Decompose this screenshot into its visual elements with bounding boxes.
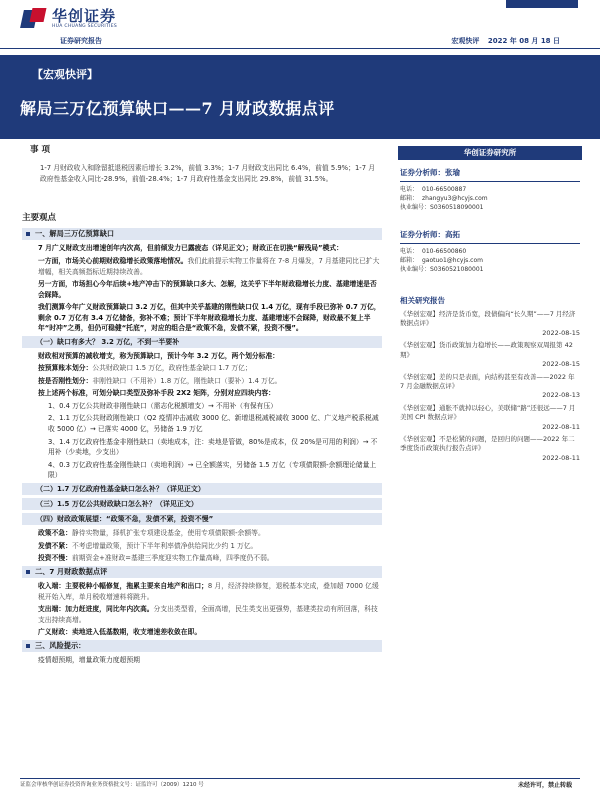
analyst-phone: 电话： 010-66500860	[400, 247, 467, 255]
list-item: 4、0.3 万亿政府性基金刚性缺口（卖地利润）→ 已全额落实，另储备 1.5 万亿（专项债限额-余额理论储量上限）	[48, 460, 377, 480]
section-3-heading: 三、风险提示：	[22, 640, 382, 652]
header-divider	[0, 48, 600, 49]
paragraph: 政策不急：静待实物量，择机扩张专项建设基金，使用专项债限额-余额等。	[38, 529, 265, 538]
paragraph: 财政相对预算的减收增支，称为预算缺口，预计今年 3.2 万亿，两个划分标准：	[38, 351, 280, 360]
related-report-date: 2022-08-11	[542, 453, 580, 462]
list-item: 1、0.4 万亿公共财政非刚性缺口（需志化税额增支）→ 不用补（有保有压）	[48, 401, 278, 410]
report-title: 解局三万亿预算缺口——7 月财政数据点评	[20, 99, 335, 118]
title-banner	[0, 55, 600, 139]
list-item: 2、1.1 万亿公共财政刚性缺口（Q2 疫情冲击减收 3000 亿、新增退税减税减收 3000 亿、广义地产税系税减收 5000 亿）→ 已落实 4000 亿，另储备 1.9 万亿	[48, 414, 379, 434]
subsection-1b-heading: （二）1.7 万亿政府性基金缺口怎么补？（详见正文）	[22, 483, 382, 495]
bullet-icon	[26, 232, 30, 236]
paragraph: 投资不慢：前期资金+准财政=基建三季度迎实物工作量高峰，四季度仍不弱。	[38, 554, 274, 563]
footer-divider	[20, 778, 580, 779]
paragraph: 支出端：加力赶进度，同比年内次高。分支出类型看，全面高增，民生类支出更强势，基建类拉动有所回落，科技支出持续高增。	[38, 605, 378, 624]
subsection-1c-heading: （三）1.5 万亿公共财政缺口怎么补？（详见正文）	[22, 498, 382, 510]
analyst-divider	[400, 243, 580, 244]
analyst-card-2	[400, 230, 580, 275]
analyst-name: 证券分析师：高拓	[400, 230, 460, 239]
paragraph: 广义财政：卖地进入低基数期，收支增速差收敛在即。	[38, 628, 202, 637]
related-reports-list	[400, 310, 580, 466]
main-points-body	[22, 228, 382, 668]
banner-tag: 【宏观快评】	[32, 68, 98, 81]
paragraph: 我们测算今年广义财政预算缺口 3.2 万亿，但其中关乎基建的刚性缺口仅 1.4 万亿，现有手段已弥补 0.7 万亿，剩余 0.7 万亿有 3.4 万亿储备，弥补不难；预计下半年财政稳增长力度、基建增速不会踩降，财政最不复上半年“时冲”之勇，但仍可稳健“托底”，对应的组合是“政策不急，发债不紧，投资不慢”。	[38, 303, 381, 333]
event-heading: 事 项	[30, 145, 50, 155]
related-report-date: 2022-08-15	[542, 328, 580, 337]
paragraph: 疫情超预期，增量政策力度超预期	[38, 656, 140, 665]
paragraph: 按预算账本划分：公共财政缺口 1.5 万亿，政府性基金缺口 1.7 万亿；	[38, 364, 252, 373]
section-1-heading: 一、解局三万亿预算缺口	[22, 228, 382, 240]
analyst-cert: 执业编号：S0360521080001	[400, 266, 484, 274]
logo-mark-icon	[22, 8, 46, 30]
event-text: 1-7 月财政收入和除留抵退税因素后增长 3.2%，前值 3.3%；1-7 月财政支出同比 6.4%，前值 5.9%；1-7 月政府性基金收入同比-28.9%，前值-28.4%；1-7 月政府性基金支出同比 29.8%，前值 31.5%。	[40, 164, 375, 183]
paragraph: 按是否刚性划分：非刚性缺口（不用补）1.8 万亿，刚性缺口（要补）1.4 万亿。	[38, 376, 282, 385]
list-item: 3、1.4 万亿政府性基金非刚性缺口（卖地成本，注：卖地是管做，80%是成本，仅 20%是可用的利润）→ 不用补（少卖地，少支出）	[48, 437, 378, 457]
related-reports-heading: 相关研究报告	[400, 296, 445, 305]
footer-license: 证监会审核华创证券投资咨询业务资格批文号：证监许可（2009）1210 号	[20, 782, 204, 788]
footer-notice: 未经许可，禁止转载	[517, 782, 572, 789]
report-category: 宏观快评	[451, 37, 480, 45]
bullet-icon	[26, 644, 30, 648]
main-points-heading: 主要观点	[22, 213, 57, 223]
logo-name-en: HUA CHUANG SECURITIES	[52, 23, 118, 29]
analyst-email: 邮箱： zhangyu3@hcyjs.com	[400, 195, 488, 203]
related-report-date: 2022-08-13	[542, 391, 580, 400]
subsection-1a-heading: （一）缺口有多大？ 3.2 万亿，不到一半要补	[22, 336, 382, 348]
analyst-name: 证券分析师：张瑜	[400, 168, 460, 177]
related-report-link[interactable]: 《华创宏观】通胀不就掉以轻心，美联储“路”还很远——7 月美国 CPI 数据点评》	[400, 403, 576, 422]
analyst-divider	[400, 181, 580, 182]
subsection-1d-heading: （四）财政政策展望：“政策不急，发债不紧，投资不慢”	[22, 513, 382, 525]
paragraph: 7 月广义财政支出增速创年内次高，但前倾发力已露疲态（详见正文）；财政正在切换“解残局”模式：	[38, 244, 343, 253]
analyst-phone: 电话： 010-66500887	[400, 185, 467, 193]
related-report-link[interactable]: 《华创宏观】差的只是表面，向结构甚至有改善——2022 年 7 月金融数据点评》	[400, 372, 575, 390]
related-report-link[interactable]: 《华创宏观】不是松紧的问题，是回归的问题——2022 年二季度货币政策执行报告点评》	[400, 435, 575, 453]
analyst-cert: 执业编号：S0360518090001	[400, 204, 484, 212]
related-report-date: 2022-08-15	[542, 360, 580, 369]
paragraph: 另一方面，市场担心今年后续+地产冲击下的预算缺口多大、怎解，这关乎下半年财政稳增长力度、基建增速是否会踩降。	[38, 280, 377, 299]
analyst-email: 邮箱： gaotuo1@hcyjs.com	[400, 257, 483, 265]
company-logo	[22, 6, 162, 32]
header-meta	[445, 36, 560, 46]
related-report-link[interactable]: 《华创宏观】经济是货币宽，段债偏向“长久期”——7 月经济数据点评》	[400, 310, 576, 328]
logo-name-cn: 华创证券	[52, 6, 117, 25]
report-date: 2022 年 08 月 18 日	[487, 37, 560, 45]
report-type: 证券研究报告	[60, 37, 102, 45]
bullet-icon	[26, 570, 30, 574]
paragraph: 发债不紧：不考虑增量政策，预计下半年利率债净供给同比少约 1 万亿。	[38, 541, 258, 550]
paragraph: 收入端：主要税种小幅修复，拖累主要来自地产和出口；8 月，经济持续修复，退税基本完成，叠加超 7000 亿缓税开始入库，单月税收增速料将跳升。	[38, 582, 379, 601]
paragraph: 按上述两个标准，可划分缺口类型及弥补手段 2X2 矩阵，分别对应四块内容：	[38, 389, 275, 398]
header-accent-tab	[506, 0, 578, 8]
section-2-heading: 二、7 月财政数据点评	[22, 566, 382, 578]
institute-bar: 华创证券研究所	[398, 146, 582, 160]
related-report-link[interactable]: 《华创宏观】货币政策加力稳增长——政策观察双周报第 42 期》	[400, 341, 573, 359]
related-report-date: 2022-08-11	[542, 422, 580, 431]
paragraph: 一方面，市场关心前期财政稳增长政策落地情况。我们此前提示实物工作量将在 7-8 月爆发，7 月基建同比已扩大增幅，相关高频指标近期持续改善。	[38, 256, 380, 276]
analyst-card-1	[400, 168, 580, 213]
